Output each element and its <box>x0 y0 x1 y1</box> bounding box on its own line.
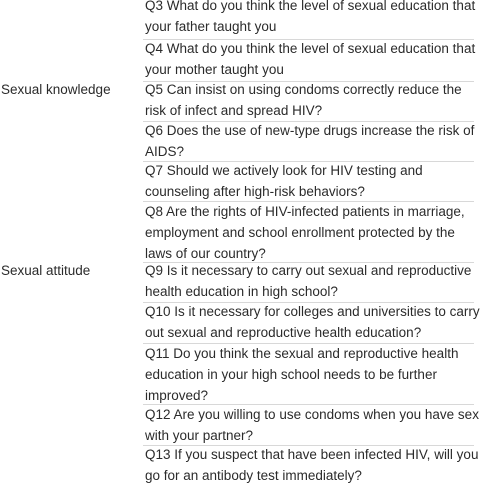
question-q5 <box>145 79 480 121</box>
category-sexual-knowledge: Sexual knowledge <box>1 82 111 97</box>
question-q9 <box>145 260 480 302</box>
question-line: Q11 Do you think the sexual and reproductive health <box>145 346 459 361</box>
question-line: laws of our country? <box>145 246 266 261</box>
question-q11 <box>145 343 480 406</box>
question-line: Q7 Should we actively look for HIV testing and <box>145 163 423 178</box>
question-line: Q10 Is it necessary for colleges and universities to carry <box>145 304 480 319</box>
question-q3 <box>145 0 480 37</box>
question-line: employment and school enrollment protected by the <box>145 225 455 240</box>
question-line: with your partner? <box>145 428 254 443</box>
question-line: Q5 Can insist on using condoms correctly reduce the <box>145 82 462 97</box>
question-q4 <box>145 38 480 80</box>
question-q13 <box>145 444 480 486</box>
question-line: Q8 Are the rights of HIV-infected patients in marriage, <box>145 204 465 219</box>
question-line: health education in high school? <box>145 284 338 299</box>
question-line: go for an antibody test immediately? <box>145 468 362 483</box>
question-line: out sexual and reproductive health education? <box>145 325 422 340</box>
question-line: Q3 What do you think the level of sexual education that <box>145 0 476 13</box>
question-line: risk of infect and spread HIV? <box>145 103 323 118</box>
question-line: education in your high school needs to be further <box>145 367 437 382</box>
question-line: counseling after high-risk behaviors? <box>145 184 365 199</box>
question-line: Q9 Is it necessary to carry out sexual and reproductive <box>145 263 472 278</box>
question-line: improved? <box>145 388 209 403</box>
question-q12 <box>145 404 480 446</box>
question-line: your mother taught you <box>145 62 284 77</box>
category-sexual-attitude: Sexual attitude <box>1 263 91 278</box>
question-line: Q6 Does the use of new-type drugs increase the risk of <box>145 123 475 138</box>
question-q10 <box>145 301 480 343</box>
question-q8 <box>145 201 480 264</box>
question-line: your father taught you <box>145 19 277 34</box>
question-line: Q13 If you suspect that have been infected HIV, will you <box>145 447 479 462</box>
question-line: AIDS? <box>145 144 185 159</box>
question-q6 <box>145 120 480 162</box>
question-q7 <box>145 160 480 202</box>
question-line: Q12 Are you willing to use condoms when you have sex <box>145 407 479 422</box>
question-line: Q4 What do you think the level of sexual education that <box>145 41 476 56</box>
